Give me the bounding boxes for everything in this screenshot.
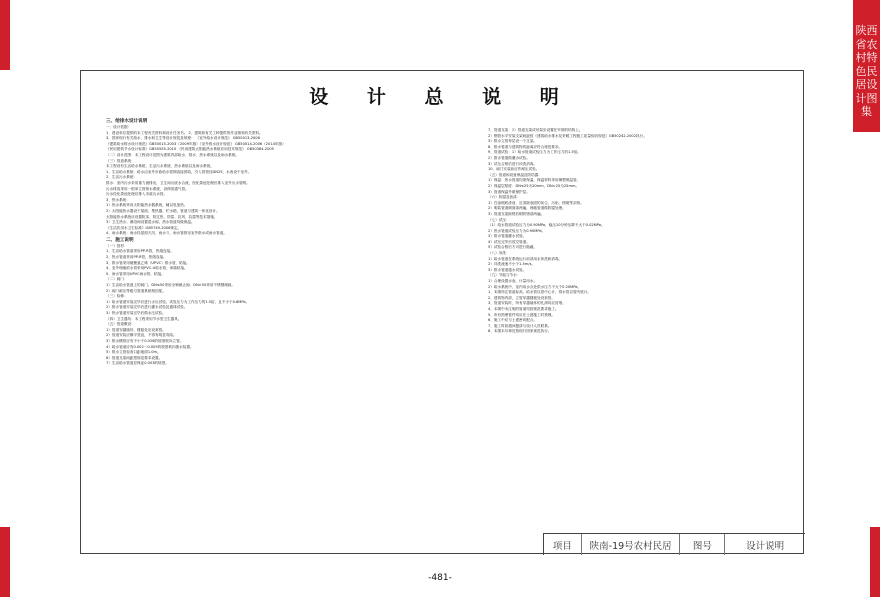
text-line: 5、雨水管采用UPVC雨水管，粘接。 — [106, 271, 165, 276]
text-line: 3）管道支架除锈后刷防锈漆两遍。 — [488, 211, 545, 216]
text-line: （二）设计范围：本工程设计范围为建筑内部给水、排水、热水系统以及雨水系统。 — [106, 152, 239, 157]
text-line: （九）节能与节水： — [488, 273, 521, 278]
corner-mark-bottom-right — [870, 527, 880, 597]
text-line: 7、施工时如遇问题请与设计人员联系。 — [488, 323, 552, 328]
text-line: 2）钢管水平安装支架间距按《建筑给水排水及采暖工程施工质量验收规范》GB50242-2002执行。 — [488, 133, 647, 138]
text-line: 2、生活污水系统： — [106, 175, 138, 180]
text-line: 2）冲洗流速不小于1.5m/s。 — [488, 262, 535, 267]
title-block-project-name: 陕南-19号农村民居 — [582, 534, 681, 555]
text-line: 6）管道支架间距按规范要求设置。 — [106, 355, 163, 360]
title-block-project-label: 项目 — [544, 534, 582, 555]
text-line: 1）管道穿越墙体、楼板处应设套管。 — [106, 327, 166, 332]
text-line: 2）阀门耐压等级与管道系统相匹配。 — [106, 288, 166, 293]
text-line: 3）排水立管每层设一个支架。 — [488, 139, 538, 144]
text-line: 10、阀门安装前应作耐压试验。 — [488, 167, 540, 172]
text-line: 7、管道支架：1）管道支架或吊架应设置在牢固的结构上。 — [488, 128, 583, 132]
text-line: （五）管道敷设： — [106, 322, 135, 327]
text-line: 2）太阳能热水器设于屋面，集热器、贮水箱、管道与建筑一体化设计。 — [106, 208, 220, 213]
text-line: 4、室外埋地给水管采用PVC-U给水管，承插粘接。 — [106, 266, 188, 271]
text-line: 太阳能热水系统应设置防冻、防过热、防雷、抗风、抗震等技术措施。 — [106, 214, 218, 219]
text-line: 污水经化粪池处理后排入市政污水管。 — [106, 192, 168, 197]
text-line: （六）防腐及油漆： — [488, 195, 521, 200]
text-line: 1）在涂刷底漆前，应清除表面的灰尘、污垢、锈斑等杂物。 — [488, 200, 584, 205]
text-line: （三）管道系统： — [106, 158, 135, 163]
text-line: 1）保温：热水管道均需保温，保温材料采用橡塑保温管。 — [488, 178, 581, 183]
side-title: 陕西省农村特色民居设计图集 — [855, 24, 878, 118]
text-line: 4、雨水系统：雨水经屋面天沟、雨水斗、雨水管排至室外散水或雨水管道。 — [106, 231, 227, 236]
text-line: 2）管道安装应横平竖直，不得有明显弯曲。 — [106, 333, 177, 338]
text-line: （八）冲洗： — [488, 251, 510, 256]
text-line: 2）保温层厚度：DN≤25为20mm，DN>25为25mm。 — [488, 183, 580, 188]
text-line: 1、本图所注管道标高，给水管以管中心计，排水管以管内底计。 — [488, 290, 591, 295]
text-line: 1）给水管道安装完毕后进行水压试验，试验压力为工作压力的1.5倍，且不小于0.6MPa。 — [106, 299, 250, 304]
text-line: （二）阀门： — [106, 277, 128, 282]
text-line: 4）给水管道应有0.002～0.005的坡度坡向泄水装置。 — [106, 344, 194, 349]
text-line: 污水排放采用一根单立管排水系统，设伸顶通气管。 — [106, 186, 189, 191]
text-line: 8、本图未尽事宜按现行国家规范执行。 — [488, 329, 552, 334]
text-line: 《生活饮用水卫生标准》GB5749-2006规定。 — [106, 225, 182, 230]
text-line: 3、管道安装时，所有穿越墙体的孔洞均应封堵。 — [488, 301, 566, 306]
text-line: 9、管道试验：1）给水管道试验压力为工作压力的1.5倍。 — [488, 150, 581, 155]
text-line: 排水：室内污水采用重力流排出，卫生间污废水合流，经化粪池处理后排入室外污水管网。 — [106, 180, 250, 185]
text-line: 一、设计依据： — [106, 125, 132, 129]
text-line: 3）排水管道灌水试验。 — [488, 234, 527, 239]
text-line: 2、建筑物内部，立管穿越楼板处设套管。 — [488, 295, 555, 300]
text-line: 1）热水系统采用太阳能热水器系统，辅以电加热。 — [106, 203, 188, 208]
text-line: （四）卫生器具：本工程采用节水型卫生器具。 — [106, 316, 182, 321]
title-block-drawing-label: 图号 — [680, 534, 725, 555]
text-line: 2）给水系统中，室内用水点处供水压力不大于0.20MPa。 — [488, 284, 582, 289]
title-block — [543, 533, 805, 555]
text-line: 1、生活给水系统：给水由室外市政给水管网直接供给，引入管管径DN25，水表设于室外。 — [106, 169, 252, 174]
title-block-drawing-name: 设计说明 — [746, 540, 785, 552]
text-line: 3）卫生热水、淋浴间设置混水阀，热水管道均做保温。 — [106, 220, 195, 225]
text-line: 3、国家现行有关给水、排水和卫生等设计规范及规程： 《室外给水设计规范》 GB50013-2006 — [106, 136, 260, 141]
text-line: （一）管材： — [106, 243, 128, 248]
text-line: （五）管道和设备保温及防结露： — [488, 172, 542, 177]
text-line: 《建筑给水排水设计规范》GB50015-2003（2009年版）《室外排水设计规范》 GB50014-2006（2014年版） — [106, 141, 286, 146]
text-line: 3、热水系统： — [106, 197, 130, 202]
text-line: 5）排水立管检查口距地面1.0m。 — [106, 350, 161, 355]
text-line: 5、所有预埋管件均应在土建施工时预埋。 — [488, 312, 555, 317]
text-line: 2）明装管道刷面漆两遍，埋地管道做防腐处理。 — [488, 206, 566, 211]
text-line: （三）检修： — [106, 294, 128, 299]
text-line: 本工程设有生活给水系统、生活污水系统、热水系统以及雨水系统。 — [106, 164, 214, 169]
text-line: 2）排水管道安装完毕后进行灌水试验及通球试验。 — [106, 305, 188, 310]
text-line: 3、排水管采用硬聚氯乙烯（UPVC）排水管，粘接。 — [106, 260, 190, 265]
text-line: 6、施工中应与土建密切配合。 — [488, 318, 538, 323]
text-line: 8、排水管道与建筑物的距离应符合规范要求。 — [488, 144, 563, 149]
page-number: -481- — [428, 573, 452, 583]
right-column — [488, 128, 778, 335]
text-line: 1、生活给水管道采用PP-R管，热熔连接。 — [106, 249, 174, 254]
text-line: 2）排水管道做灌水试验。 — [488, 155, 530, 160]
section-heading: 三、给排水设计说明 — [106, 119, 148, 124]
corner-mark-top-left — [0, 0, 10, 70]
left-column — [106, 118, 378, 367]
text-line: 7）生活给水管道应保证0.003的坡度。 — [106, 361, 169, 366]
text-line: 3）热水管道安装完毕后做水压试验。 — [106, 311, 166, 315]
text-line: 3）管道保温外做保护层。 — [488, 189, 530, 194]
text-line: 3）试压合格后进行冲洗消毒。 — [488, 161, 538, 166]
text-line: 4）试压完毕后放空管道。 — [488, 239, 530, 244]
text-line: 1）生活给水管道上的阀门，DN≤50采用全铜截止阀；DN>50采用不锈钢闸阀。 — [106, 283, 235, 288]
page-title: 设 计 总 说 明 — [309, 86, 575, 108]
text-line: 《民用建筑节水设计标准》GB50555-2010 《民用建筑太阳能热水系统应用技术规范》 GB50364-2005 — [106, 147, 274, 152]
corner-mark-bottom-left — [0, 527, 10, 597]
text-line: 3）排水横管应有不小于0.026的坡度坡向立管。 — [106, 338, 184, 343]
text-line: 5）试验合格后方可进行隐蔽。 — [488, 245, 538, 250]
text-line: （1）给水管道试验压力为0.90MPa，稳压10分钟压降不大于0.02MPa。 — [488, 223, 605, 228]
text-line: 4、本图中未注明的管道均按规范要求施工。 — [488, 307, 559, 311]
section-heading: 二、施工说明 — [106, 237, 134, 243]
text-line: 1、建设单位提供的本工程有关资料和设计任务书。 2、建筑和有关工种提供的作业图和有关资料。 — [106, 130, 263, 135]
text-line: 1）合理设置水表，计量用水。 — [488, 279, 538, 284]
text-line: 2、热水管道采用PP-R管，热熔连接。 — [106, 255, 167, 260]
text-line: （七）试压： — [488, 217, 510, 222]
text-line: 3）排水管道通水试验。 — [488, 267, 527, 272]
text-line: 2）热水管道试验压力为0.90MPa。 — [488, 228, 546, 233]
text-line: 1）给水管道在系统运行前须用水冲洗和消毒。 — [488, 256, 563, 261]
